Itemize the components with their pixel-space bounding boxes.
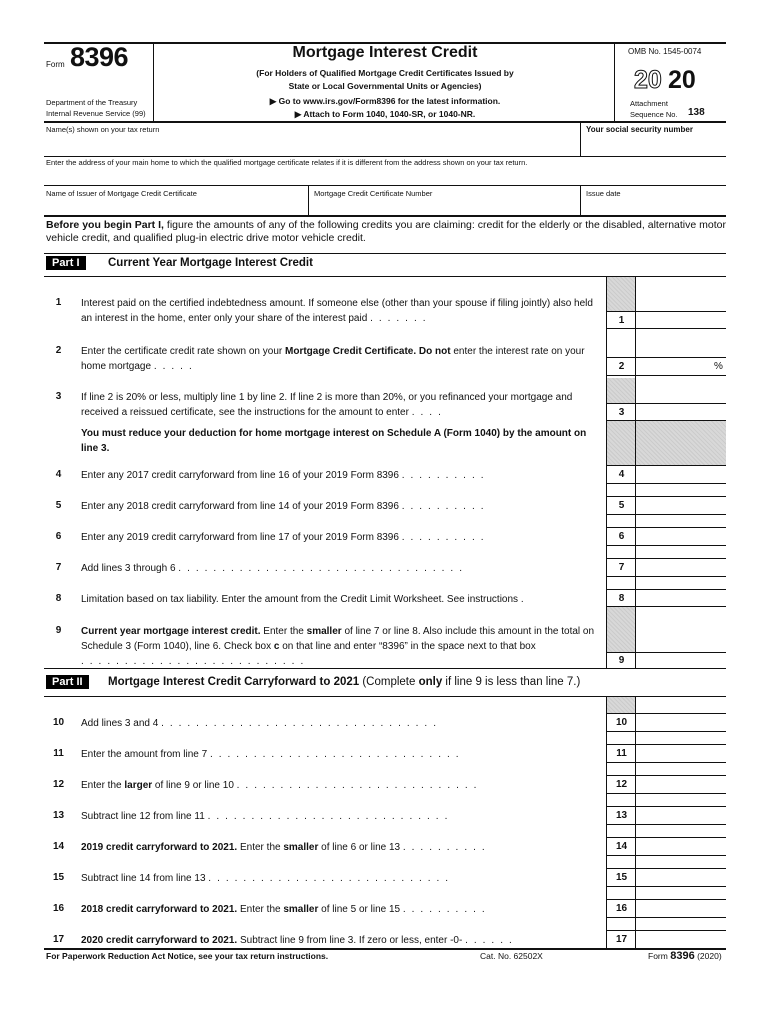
line-13-box: 13 [615,810,628,821]
line-10-amount[interactable] [636,714,726,731]
line-11-amount[interactable] [636,745,726,762]
line-6-box: 6 [618,531,625,542]
line-16-amount[interactable] [636,900,726,917]
line-number: 11 [53,748,64,759]
footer-form-ref: Form 8396 (2020) [648,950,722,962]
line-3-box: 3 [618,407,625,418]
line-12-box: 12 [615,779,628,790]
line-5-amount[interactable] [636,497,726,514]
line-17-amount[interactable] [636,931,726,948]
line-number: 15 [52,872,65,883]
intro-text: Before you begin Part I, figure the amounts of any of the following credits you are claiming: credit for the elderly or the disabled, alternative motor vehicle credit, and qualified plug-in electric drive motor vehicle credit. [46,219,726,244]
line-number: 13 [52,810,65,821]
sequence-label: Sequence No. [630,110,678,119]
name-field[interactable] [46,136,576,154]
line-9-amount[interactable] [636,653,726,668]
part2-title: Mortgage Interest Credit Carryforward to 2021 (Complete only if line 9 is less than line 7.) [108,676,581,688]
line-number: 17 [52,934,65,945]
line-8-box: 8 [618,593,625,604]
subtitle-line2: State or Local Governmental Units or Agencies) [288,81,482,91]
shaded-cell [636,420,726,465]
form-word: Form [46,60,65,69]
year-outline: 20 [634,66,662,94]
part1-title: Current Year Mortgage Interest Credit [108,257,313,269]
issue-date-field[interactable] [586,200,724,214]
line-2-rate[interactable] [636,358,712,374]
shaded-cell [607,277,635,311]
issuer-field[interactable] [46,200,304,214]
line-6-text: Enter any 2019 credit carryforward from line 17 of your 2019 Form 8396 .......... [81,532,490,543]
subtitle-line1: (For Holders of Qualified Mortgage Credit Certificates Issued by [256,68,514,78]
address-label: Enter the address of your main home to which the qualified mortgage certificate relates if it is different from the address shown on your tax return. [46,158,528,167]
sequence-number: 138 [688,107,705,118]
year-bold: 20 [668,66,696,94]
cat-number: Cat. No. 62502X [480,951,543,961]
cert-number-label: Mortgage Credit Certificate Number [314,189,433,198]
part2-label: Part II [46,675,89,689]
line-9-box: 9 [618,655,625,666]
line-5-text: Enter any 2018 credit carryforward from line 14 of your 2019 Form 8396 .......... [81,501,490,512]
line-15-text: Subtract line 14 from line 13 ............................ [81,873,455,884]
address-field[interactable] [46,168,724,184]
line-3-amount[interactable] [636,404,726,420]
line-8-amount[interactable] [636,590,726,606]
line-10-text: Add lines 3 and 4 ................................ [81,718,442,729]
line-2-box: 2 [618,361,625,372]
form-number: 8396 [70,42,129,72]
line-number: 1 [55,297,62,308]
issuer-label: Name of Issuer of Mortgage Credit Certificate [46,189,197,198]
line-number: 10 [52,717,65,728]
line-number: 8 [55,593,62,604]
line-17-box: 17 [615,934,628,945]
line-14-box: 14 [615,841,628,852]
line-17-text: 2020 credit carryforward to 2021. Subtract line 9 from line 3. If zero or less, enter -0- ...... [81,935,518,946]
line-7-text: Add lines 3 through 6 ................................. [81,563,468,574]
line-7-amount[interactable] [636,559,726,576]
attachment-label: Attachment [630,99,668,108]
form-title: Mortgage Interest Credit [292,44,478,61]
line-13-amount[interactable] [636,807,726,824]
part1-label: Part I [46,256,86,270]
line-10-box: 10 [615,717,628,728]
shaded-cell [607,697,635,713]
line-4-text: Enter any 2017 credit carryforward from line 16 of your 2019 Form 8396 .......... [81,470,490,481]
issue-date-label: Issue date [586,189,621,198]
line-1-amount[interactable] [636,312,726,328]
line-1-box: 1 [618,315,625,326]
line-number: 7 [55,562,62,573]
line-2-text: Enter the certificate credit rate shown on your Mortgage Credit Certificate. Do not enter the interest rate on your home mortgage ..... [81,346,585,372]
line-11-text: Enter the amount from line 7 ............................. [81,749,465,760]
schedule-a-warning: You must reduce your deduction for home mortgage interest on Schedule A (Form 1040) by the amount on line 3. [81,428,587,454]
line-5-box: 5 [618,500,625,511]
line-13-text: Subtract line 12 from line 11 ............................ [81,811,454,822]
line-number: 16 [52,903,65,914]
line-15-box: 15 [615,872,628,883]
ssn-label: Your social security number [586,125,693,134]
line-9-text: Current year mortgage interest credit. Enter the smaller of line 7 or line 8. Also include this amount in the total on Schedule 3 (Form 1040), line 6. Check box c on that line and enter “8396” in the space next to that box .......................... [81,626,595,667]
line-11-box: 11 [616,748,627,759]
shaded-cell [607,420,635,465]
line-number: 3 [55,391,62,402]
names-label: Name(s) shown on your tax return [46,125,160,134]
goto-line: ▶ Go to www.irs.gov/Form8396 for the latest information. [269,96,501,106]
line-number: 12 [52,779,65,790]
line-4-box: 4 [618,469,625,480]
line-7-box: 7 [618,562,625,573]
dept-line2: Internal Revenue Service (99) [46,109,146,118]
shaded-cell [607,606,635,652]
percent-sign: % [714,361,723,372]
line-14-text: 2019 credit carryforward to 2021. Enter the smaller of line 6 or line 13 .......... [81,842,491,853]
line-number: 2 [55,345,62,356]
line-number: 6 [55,531,62,542]
line-16-text: 2018 credit carryforward to 2021. Enter the smaller of line 5 or line 15 .......... [81,904,491,915]
paperwork-notice: For Paperwork Reduction Act Notice, see your tax return instructions. [46,951,329,961]
line-12-amount[interactable] [636,776,726,793]
omb-number: OMB No. 1545-0074 [628,47,702,56]
dept-line1: Department of the Treasury [46,98,138,107]
cert-number-field[interactable] [314,200,578,214]
line-number: 5 [55,500,62,511]
line-14-amount[interactable] [636,838,726,855]
line-3-text: If line 2 is 20% or less, multiply line 1 by line 2. If line 2 is more than 20%, or you refinanced your mortgage and received a reissued certificate, see the instructions for the amount to enter .... [81,392,573,418]
line-8-text: Limitation based on tax liability. Enter the amount from the Credit Limit Worksheet. See instructions . [81,594,530,605]
line-1-text: Interest paid on the certified indebtedness amount. If someone else (other than your spouse if filing jointly) also held an interest in the home, enter only your share of the interest paid ....... [81,298,593,324]
line-12-text: Enter the larger of line 9 or line 10 ............................ [81,780,483,791]
line-number: 9 [55,625,62,636]
line-15-amount[interactable] [636,869,726,886]
line-number: 14 [52,841,65,852]
ssn-field[interactable] [586,136,724,154]
line-6-amount[interactable] [636,528,726,545]
line-16-box: 16 [615,903,628,914]
shaded-cell [607,378,635,403]
line-number: 4 [55,469,62,480]
attach-line: ▶ Attach to Form 1040, 1040-SR, or 1040-NR. [294,109,476,119]
line-4-amount[interactable] [636,466,726,483]
